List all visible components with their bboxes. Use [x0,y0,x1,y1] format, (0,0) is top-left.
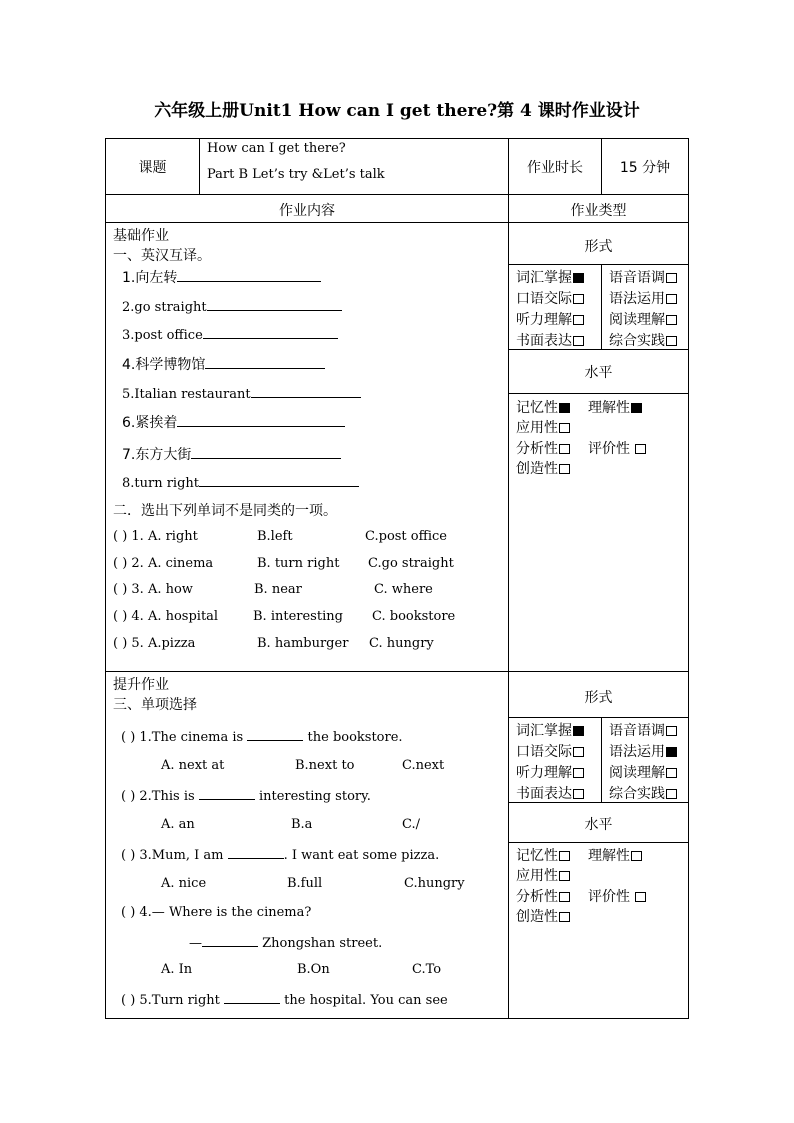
q2-option-b: B.a [291,817,313,832]
form-option-label: 语法运用 [609,291,665,307]
choice-q1: ( ) 1.The cinema is the bookstore. [121,730,403,745]
level-option-1 [516,845,570,865]
checkbox-icon[interactable] [559,912,570,922]
q2-option-c: C./ [402,817,420,832]
odd-one-out-1: ( ) 1. A. right [113,529,198,544]
q4-option-a: A. In [161,962,193,977]
level-option-label: 理解性 [588,400,630,416]
level-option-label: 分析性 [516,441,558,457]
form-option-6 [609,762,677,782]
checkbox-icon[interactable] [559,403,570,413]
form-option-label: 听力理解 [516,312,572,328]
level-option-5 [588,438,646,458]
page-title: 六年级上册Unit1 How can I get there?第 4 课时作业设计 [154,101,640,121]
checkbox-icon[interactable] [631,851,642,861]
checkbox-icon[interactable] [573,789,584,799]
form-option-4 [609,288,677,308]
form-option-label: 语法运用 [609,744,665,760]
content-label: 作业内容 [279,203,335,219]
level-option-label: 创造性 [516,461,558,477]
odd-one-out-5: ( ) 5. A.pizza [113,636,196,651]
checkbox-icon[interactable] [559,423,570,433]
odd-one-out-5-c: C. hungry [369,636,434,651]
checkbox-icon[interactable] [573,273,584,283]
form-option-3 [516,741,584,761]
part1-title: 一、英汉互译。 [113,248,211,264]
form-option-3 [516,288,584,308]
odd-one-out-1-b: B.left [257,529,293,544]
form-option-6 [609,309,677,329]
form-option-label: 口语交际 [516,291,572,307]
q4-option-c: C.To [412,962,442,977]
form-option-8 [609,330,677,350]
level-option-3 [516,865,570,885]
level-option-4 [516,438,570,458]
translate-item-1: 1.向左转 [122,267,321,287]
q1-option-c: C.next [402,758,445,773]
form-option-label: 口语交际 [516,744,572,760]
form-option-1 [516,720,584,740]
level-option-label: 分析性 [516,889,558,905]
odd-one-out-4-c: C. bookstore [372,609,456,624]
checkbox-icon[interactable] [559,892,570,902]
form-option-2 [609,720,677,740]
translate-item-4: 4.科学博物馆 [122,354,325,374]
translate-item-7: 7.东方大街 [122,444,341,464]
checkbox-icon[interactable] [559,464,570,474]
checkbox-icon[interactable] [631,403,642,413]
odd-one-out-3: ( ) 3. A. how [113,582,193,597]
checkbox-icon[interactable] [666,726,677,736]
translate-item-5: 5.Italian restaurant [122,385,361,402]
checkbox-icon[interactable] [573,726,584,736]
form-option-4 [609,741,677,761]
checkbox-icon[interactable] [573,747,584,757]
level-option-label: 应用性 [516,420,558,436]
translate-item-6: 6.紧挨着 [122,412,345,432]
odd-one-out-5-b: B. hamburger [257,636,349,651]
form-option-label: 综合实践 [609,333,665,349]
level-option-label: 记忆性 [516,400,558,416]
checkbox-icon[interactable] [559,871,570,881]
level-option-label: 创造性 [516,909,558,925]
checkbox-icon[interactable] [666,789,677,799]
choice-q4: ( ) 4.— Where is the cinema? [121,905,312,920]
odd-one-out-4: ( ) 4. A. hospital [113,609,219,624]
time-value: 15 分钟 [619,160,671,176]
level-option-label: 评价性 [588,441,630,457]
odd-one-out-1-c: C.post office [365,529,447,544]
level-option-label: 应用性 [516,868,558,884]
form-option-label: 词汇掌握 [516,723,572,739]
checkbox-icon[interactable] [666,294,677,304]
q3-option-c: C.hungry [404,876,465,891]
q3-option-a: A. nice [161,876,207,891]
form-label-2: 形式 [584,690,613,706]
checkbox-icon[interactable] [666,273,677,283]
translate-item-3: 3.post office [122,326,338,343]
form-option-8 [609,783,677,803]
checkbox-icon[interactable] [666,315,677,325]
level-option-6 [516,458,570,478]
choice-q3: ( ) 3.Mum, I am . I want eat some pizza. [121,848,440,863]
checkbox-icon[interactable] [635,892,646,902]
form-option-2 [609,267,677,287]
odd-one-out-2-b: B. turn right [257,556,340,571]
time-label: 作业时长 [527,160,583,176]
level-option-label: 评价性 [588,889,630,905]
form-option-7 [516,330,584,350]
type-label: 作业类型 [570,203,627,219]
level-option-label: 理解性 [588,848,630,864]
choice-q2: ( ) 2.This is interesting story. [121,789,371,804]
form-option-label: 阅读理解 [609,765,665,781]
form-option-5 [516,762,584,782]
form-option-label: 综合实践 [609,786,665,802]
form-option-5 [516,309,584,329]
q4-answer-line: — Zhongshan street. [189,936,383,951]
checkbox-icon[interactable] [635,444,646,454]
part3-title: 三、单项选择 [113,697,197,713]
level-option-3 [516,417,570,437]
form-option-label: 词汇掌握 [516,270,572,286]
translate-item-2: 2.go straight [122,298,342,315]
form-option-label: 书面表达 [516,786,572,802]
checkbox-icon[interactable] [573,336,584,346]
odd-one-out-4-b: B. interesting [253,609,343,624]
checkbox-icon[interactable] [559,444,570,454]
level-option-1 [516,397,570,417]
level-option-4 [516,886,570,906]
level-option-5 [588,886,646,906]
level-label-1: 水平 [584,365,613,381]
topic-label: 课题 [138,160,167,176]
form-option-1 [516,267,584,287]
q3-option-b: B.full [287,876,323,891]
form-option-7 [516,783,584,803]
odd-one-out-3-c: C. where [374,582,433,597]
q1-option-a: A. next at [161,758,225,773]
level-option-2 [588,397,642,417]
q1-option-b: B.next to [295,758,355,773]
form-label-1: 形式 [584,239,613,255]
form-option-label: 语音语调 [609,270,665,286]
topic-line-1: How can I get there? [207,141,346,156]
checkbox-icon[interactable] [573,294,584,304]
odd-one-out-2-c: C.go straight [368,556,454,571]
checkbox-icon[interactable] [573,768,584,778]
checkbox-icon[interactable] [666,336,677,346]
q2-option-a: A. an [161,817,195,832]
checkbox-icon[interactable] [573,315,584,325]
basic-heading: 基础作业 [113,228,169,244]
choice-q5: ( ) 5.Turn right the hospital. You can see [121,993,448,1008]
level-option-6 [516,906,570,926]
checkbox-icon[interactable] [666,768,677,778]
form-option-label: 听力理解 [516,765,572,781]
checkbox-icon[interactable] [559,851,570,861]
part2-title: 二．选出下列单词不是同类的一项。 [113,503,337,519]
odd-one-out-3-b: B. near [254,582,302,597]
level-option-2 [588,845,642,865]
checkbox-icon[interactable] [666,747,677,757]
form-option-label: 书面表达 [516,333,572,349]
advanced-heading: 提升作业 [113,677,169,693]
level-option-label: 记忆性 [516,848,558,864]
q4-option-b: B.On [297,962,330,977]
topic-line-2: Part B Let’s try &Let’s talk [207,167,385,182]
form-option-label: 阅读理解 [609,312,665,328]
level-label-2: 水平 [584,817,613,833]
translate-item-8: 8.turn right [122,474,359,491]
odd-one-out-2: ( ) 2. A. cinema [113,556,214,571]
form-option-label: 语音语调 [609,723,665,739]
